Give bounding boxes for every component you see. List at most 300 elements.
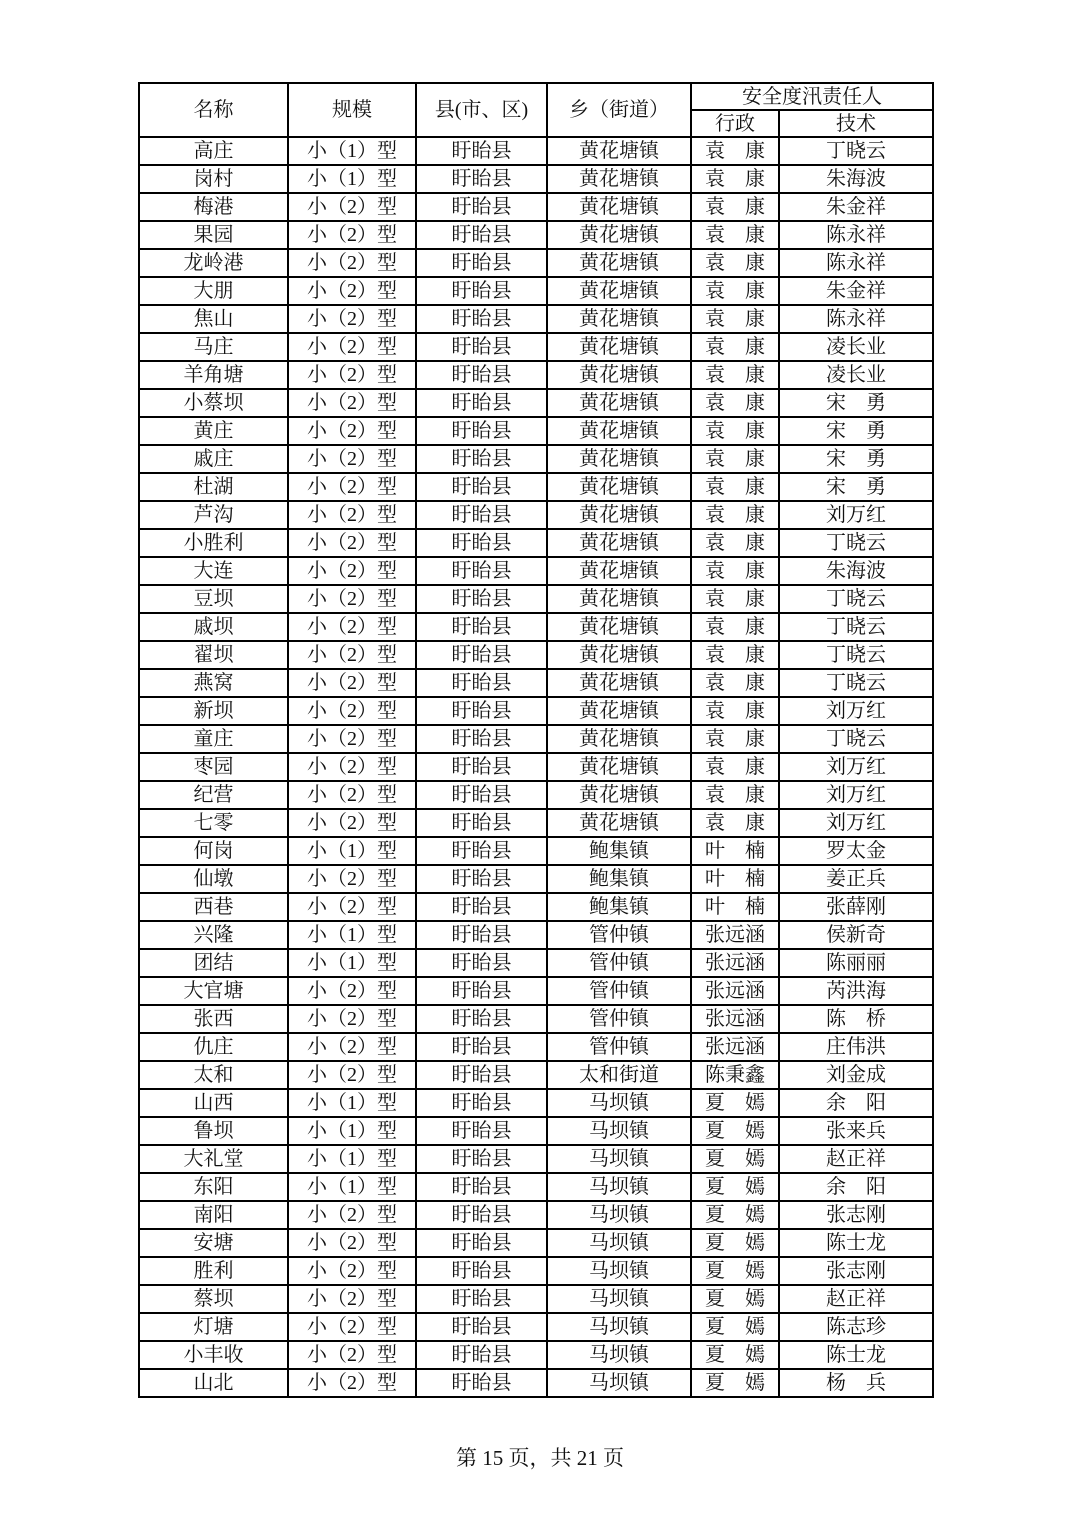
cell-tech: 朱海波 — [779, 165, 933, 193]
table-row — [139, 669, 933, 697]
cell-name: 山北 — [139, 1369, 288, 1397]
cell-tech: 朱金祥 — [779, 193, 933, 221]
cell-name: 小蔡坝 — [139, 389, 288, 417]
cell-name: 岗村 — [139, 165, 288, 193]
table-row — [139, 277, 933, 305]
cell-tech: 张来兵 — [779, 1117, 933, 1145]
cell-admin: 袁 康 — [691, 249, 779, 277]
table-row — [139, 417, 933, 445]
table-row — [139, 249, 933, 277]
cell-admin: 夏 嫣 — [691, 1117, 779, 1145]
cell-name: 黄庄 — [139, 417, 288, 445]
cell-scale: 小（2）型 — [288, 193, 416, 221]
cell-tech: 陈士龙 — [779, 1341, 933, 1369]
cell-name: 杜湖 — [139, 473, 288, 501]
table-row — [139, 1061, 933, 1089]
cell-county: 盱眙县 — [416, 137, 547, 165]
cell-town: 黄花塘镇 — [547, 445, 691, 473]
cell-admin: 张远涵 — [691, 921, 779, 949]
cell-tech: 陈永祥 — [779, 305, 933, 333]
cell-scale: 小（1）型 — [288, 1089, 416, 1117]
cell-town: 黄花塘镇 — [547, 781, 691, 809]
cell-county: 盱眙县 — [416, 977, 547, 1005]
cell-name: 马庄 — [139, 333, 288, 361]
cell-town: 黄花塘镇 — [547, 389, 691, 417]
table-row — [139, 557, 933, 585]
cell-tech: 赵正祥 — [779, 1145, 933, 1173]
cell-scale: 小（1）型 — [288, 949, 416, 977]
cell-town: 马坝镇 — [547, 1257, 691, 1285]
cell-town: 黄花塘镇 — [547, 333, 691, 361]
cell-name: 果园 — [139, 221, 288, 249]
table-row — [139, 361, 933, 389]
table-row — [139, 389, 933, 417]
cell-name: 何岗 — [139, 837, 288, 865]
cell-tech: 刘万红 — [779, 697, 933, 725]
cell-scale: 小（2）型 — [288, 1313, 416, 1341]
cell-name: 新坝 — [139, 697, 288, 725]
cell-scale: 小（1）型 — [288, 137, 416, 165]
table-row — [139, 165, 933, 193]
cell-county: 盱眙县 — [416, 1173, 547, 1201]
cell-scale: 小（2）型 — [288, 781, 416, 809]
cell-county: 盱眙县 — [416, 837, 547, 865]
cell-town: 黄花塘镇 — [547, 501, 691, 529]
cell-county: 盱眙县 — [416, 893, 547, 921]
cell-name: 七零 — [139, 809, 288, 837]
cell-town: 马坝镇 — [547, 1117, 691, 1145]
cell-tech: 丁晓云 — [779, 641, 933, 669]
cell-county: 盱眙县 — [416, 473, 547, 501]
header-county: 县(市、区) — [416, 83, 547, 137]
table-row — [139, 977, 933, 1005]
cell-admin: 袁 康 — [691, 501, 779, 529]
cell-scale: 小（2）型 — [288, 977, 416, 1005]
header-tech: 技术 — [779, 110, 933, 137]
table-row — [139, 193, 933, 221]
cell-admin: 叶 楠 — [691, 837, 779, 865]
cell-town: 黄花塘镇 — [547, 165, 691, 193]
cell-tech: 丁晓云 — [779, 529, 933, 557]
cell-admin: 袁 康 — [691, 333, 779, 361]
cell-name: 山西 — [139, 1089, 288, 1117]
cell-name: 南阳 — [139, 1201, 288, 1229]
cell-name: 戚庄 — [139, 445, 288, 473]
cell-scale: 小（2）型 — [288, 389, 416, 417]
table-row — [139, 865, 933, 893]
cell-county: 盱眙县 — [416, 781, 547, 809]
cell-town: 马坝镇 — [547, 1313, 691, 1341]
cell-town: 管仲镇 — [547, 977, 691, 1005]
cell-scale: 小（1）型 — [288, 1117, 416, 1145]
cell-scale: 小（2）型 — [288, 613, 416, 641]
cell-tech: 陈士龙 — [779, 1229, 933, 1257]
cell-county: 盱眙县 — [416, 865, 547, 893]
cell-county: 盱眙县 — [416, 277, 547, 305]
cell-county: 盱眙县 — [416, 1005, 547, 1033]
cell-admin: 陈秉鑫 — [691, 1061, 779, 1089]
cell-scale: 小（2）型 — [288, 1229, 416, 1257]
cell-admin: 袁 康 — [691, 557, 779, 585]
header-town: 乡（街道） — [547, 83, 691, 137]
cell-admin: 袁 康 — [691, 585, 779, 613]
cell-tech: 姜正兵 — [779, 865, 933, 893]
cell-admin: 夏 嫣 — [691, 1089, 779, 1117]
cell-town: 黄花塘镇 — [547, 753, 691, 781]
cell-scale: 小（1）型 — [288, 1145, 416, 1173]
cell-county: 盱眙县 — [416, 753, 547, 781]
cell-town: 鲍集镇 — [547, 893, 691, 921]
cell-county: 盱眙县 — [416, 1341, 547, 1369]
cell-town: 黄花塘镇 — [547, 697, 691, 725]
cell-tech: 丁晓云 — [779, 725, 933, 753]
table-row — [139, 1369, 933, 1397]
cell-admin: 夏 嫣 — [691, 1145, 779, 1173]
header-name: 名称 — [139, 83, 288, 137]
cell-scale: 小（2）型 — [288, 417, 416, 445]
cell-county: 盱眙县 — [416, 193, 547, 221]
cell-town: 马坝镇 — [547, 1369, 691, 1397]
cell-town: 鲍集镇 — [547, 837, 691, 865]
cell-tech: 陈丽丽 — [779, 949, 933, 977]
cell-admin: 袁 康 — [691, 389, 779, 417]
cell-scale: 小（2）型 — [288, 557, 416, 585]
cell-town: 黄花塘镇 — [547, 669, 691, 697]
cell-tech: 芮洪海 — [779, 977, 933, 1005]
cell-county: 盱眙县 — [416, 613, 547, 641]
cell-admin: 袁 康 — [691, 361, 779, 389]
cell-town: 黄花塘镇 — [547, 557, 691, 585]
cell-admin: 袁 康 — [691, 473, 779, 501]
cell-admin: 夏 嫣 — [691, 1257, 779, 1285]
cell-town: 黄花塘镇 — [547, 473, 691, 501]
cell-name: 梅港 — [139, 193, 288, 221]
cell-tech: 罗太金 — [779, 837, 933, 865]
cell-county: 盱眙县 — [416, 333, 547, 361]
cell-name: 胜利 — [139, 1257, 288, 1285]
cell-admin: 袁 康 — [691, 781, 779, 809]
cell-admin: 袁 康 — [691, 305, 779, 333]
cell-admin: 袁 康 — [691, 417, 779, 445]
table-row — [139, 781, 933, 809]
cell-tech: 宋 勇 — [779, 445, 933, 473]
cell-admin: 袁 康 — [691, 725, 779, 753]
table-row — [139, 949, 933, 977]
cell-admin: 叶 楠 — [691, 893, 779, 921]
table-row — [139, 725, 933, 753]
cell-county: 盱眙县 — [416, 725, 547, 753]
cell-scale: 小（1）型 — [288, 165, 416, 193]
cell-admin: 叶 楠 — [691, 865, 779, 893]
cell-tech: 宋 勇 — [779, 389, 933, 417]
cell-county: 盱眙县 — [416, 641, 547, 669]
cell-name: 鲁坝 — [139, 1117, 288, 1145]
cell-scale: 小（2）型 — [288, 1005, 416, 1033]
cell-county: 盱眙县 — [416, 501, 547, 529]
cell-tech: 张薛刚 — [779, 893, 933, 921]
cell-name: 东阳 — [139, 1173, 288, 1201]
cell-scale: 小（2）型 — [288, 865, 416, 893]
header-scale: 规模 — [288, 83, 416, 137]
cell-admin: 夏 嫣 — [691, 1229, 779, 1257]
cell-tech: 丁晓云 — [779, 585, 933, 613]
table-row — [139, 1285, 933, 1313]
cell-town: 管仲镇 — [547, 1033, 691, 1061]
cell-admin: 夏 嫣 — [691, 1173, 779, 1201]
table-row — [139, 529, 933, 557]
cell-scale: 小（2）型 — [288, 809, 416, 837]
cell-scale: 小（2）型 — [288, 529, 416, 557]
cell-tech: 宋 勇 — [779, 417, 933, 445]
cell-town: 马坝镇 — [547, 1089, 691, 1117]
cell-name: 纪营 — [139, 781, 288, 809]
cell-tech: 张志刚 — [779, 1201, 933, 1229]
cell-admin: 袁 康 — [691, 809, 779, 837]
table-row — [139, 137, 933, 165]
cell-tech: 刘万红 — [779, 781, 933, 809]
cell-name: 大朋 — [139, 277, 288, 305]
cell-admin: 袁 康 — [691, 221, 779, 249]
cell-town: 鲍集镇 — [547, 865, 691, 893]
cell-admin: 袁 康 — [691, 697, 779, 725]
cell-admin: 张远涵 — [691, 949, 779, 977]
cell-scale: 小（2）型 — [288, 669, 416, 697]
cell-name: 仇庄 — [139, 1033, 288, 1061]
cell-scale: 小（2）型 — [288, 333, 416, 361]
cell-county: 盱眙县 — [416, 529, 547, 557]
cell-tech: 陈永祥 — [779, 221, 933, 249]
cell-tech: 朱海波 — [779, 557, 933, 585]
table-row — [139, 445, 933, 473]
cell-tech: 刘万红 — [779, 809, 933, 837]
cell-county: 盱眙县 — [416, 921, 547, 949]
cell-tech: 陈永祥 — [779, 249, 933, 277]
cell-town: 黄花塘镇 — [547, 277, 691, 305]
cell-town: 黄花塘镇 — [547, 193, 691, 221]
cell-tech: 丁晓云 — [779, 613, 933, 641]
cell-name: 羊角塘 — [139, 361, 288, 389]
cell-scale: 小（2）型 — [288, 501, 416, 529]
cell-name: 戚坝 — [139, 613, 288, 641]
table-row — [139, 809, 933, 837]
table-row — [139, 305, 933, 333]
cell-town: 黄花塘镇 — [547, 417, 691, 445]
cell-county: 盱眙县 — [416, 1061, 547, 1089]
header-responsible-group: 安全度汛责任人 — [691, 83, 933, 110]
cell-name: 童庄 — [139, 725, 288, 753]
cell-name: 大礼堂 — [139, 1145, 288, 1173]
cell-name: 灯塘 — [139, 1313, 288, 1341]
cell-scale: 小（2）型 — [288, 753, 416, 781]
cell-town: 黄花塘镇 — [547, 809, 691, 837]
cell-county: 盱眙县 — [416, 1117, 547, 1145]
cell-tech: 陈 桥 — [779, 1005, 933, 1033]
cell-scale: 小（2）型 — [288, 1369, 416, 1397]
table-row — [139, 1005, 933, 1033]
cell-town: 马坝镇 — [547, 1145, 691, 1173]
cell-admin: 张远涵 — [691, 1033, 779, 1061]
cell-scale: 小（2）型 — [288, 1285, 416, 1313]
cell-county: 盱眙县 — [416, 557, 547, 585]
cell-admin: 夏 嫣 — [691, 1201, 779, 1229]
table-row — [139, 893, 933, 921]
cell-admin: 袁 康 — [691, 753, 779, 781]
cell-scale: 小（2）型 — [288, 585, 416, 613]
table-row — [139, 1145, 933, 1173]
table-row — [139, 921, 933, 949]
table-row — [139, 1341, 933, 1369]
cell-county: 盱眙县 — [416, 1201, 547, 1229]
cell-town: 管仲镇 — [547, 1005, 691, 1033]
cell-scale: 小（2）型 — [288, 697, 416, 725]
cell-name: 大官塘 — [139, 977, 288, 1005]
cell-scale: 小（2）型 — [288, 725, 416, 753]
cell-tech: 赵正祥 — [779, 1285, 933, 1313]
cell-admin: 袁 康 — [691, 641, 779, 669]
cell-scale: 小（1）型 — [288, 921, 416, 949]
table-row — [139, 641, 933, 669]
cell-town: 马坝镇 — [547, 1201, 691, 1229]
cell-admin: 袁 康 — [691, 445, 779, 473]
table-row — [139, 585, 933, 613]
cell-admin: 张远涵 — [691, 1005, 779, 1033]
cell-tech: 刘万红 — [779, 501, 933, 529]
cell-name: 仙墩 — [139, 865, 288, 893]
cell-admin: 袁 康 — [691, 613, 779, 641]
cell-admin: 夏 嫣 — [691, 1341, 779, 1369]
cell-scale: 小（2）型 — [288, 1061, 416, 1089]
cell-name: 焦山 — [139, 305, 288, 333]
cell-admin: 袁 康 — [691, 277, 779, 305]
cell-scale: 小（2）型 — [288, 893, 416, 921]
cell-county: 盱眙县 — [416, 1229, 547, 1257]
cell-county: 盱眙县 — [416, 697, 547, 725]
cell-county: 盱眙县 — [416, 165, 547, 193]
table-row — [139, 613, 933, 641]
table-body — [139, 137, 933, 1397]
cell-tech: 凌长业 — [779, 361, 933, 389]
table-row — [139, 221, 933, 249]
cell-county: 盱眙县 — [416, 445, 547, 473]
cell-name: 芦沟 — [139, 501, 288, 529]
cell-name: 小胜利 — [139, 529, 288, 557]
cell-town: 黄花塘镇 — [547, 725, 691, 753]
table-row — [139, 1201, 933, 1229]
cell-tech: 余 阳 — [779, 1173, 933, 1201]
cell-town: 黄花塘镇 — [547, 529, 691, 557]
cell-county: 盱眙县 — [416, 585, 547, 613]
cell-tech: 凌长业 — [779, 333, 933, 361]
cell-admin: 袁 康 — [691, 137, 779, 165]
cell-scale: 小（2）型 — [288, 1257, 416, 1285]
table-row — [139, 1229, 933, 1257]
table-row — [139, 473, 933, 501]
cell-scale: 小（2）型 — [288, 1341, 416, 1369]
table-row — [139, 1173, 933, 1201]
table-header — [139, 83, 933, 137]
cell-scale: 小（2）型 — [288, 221, 416, 249]
cell-tech: 庄伟洪 — [779, 1033, 933, 1061]
cell-town: 黄花塘镇 — [547, 221, 691, 249]
page-number-footer: 第 15 页，共 21 页 — [456, 1446, 624, 1470]
cell-name: 西巷 — [139, 893, 288, 921]
cell-tech: 刘万红 — [779, 753, 933, 781]
cell-admin: 夏 嫣 — [691, 1313, 779, 1341]
cell-county: 盱眙县 — [416, 1033, 547, 1061]
cell-admin: 袁 康 — [691, 669, 779, 697]
cell-name: 兴隆 — [139, 921, 288, 949]
cell-admin: 张远涵 — [691, 977, 779, 1005]
cell-name: 安塘 — [139, 1229, 288, 1257]
cell-county: 盱眙县 — [416, 417, 547, 445]
cell-town: 黄花塘镇 — [547, 613, 691, 641]
cell-scale: 小（2）型 — [288, 473, 416, 501]
table-row — [139, 753, 933, 781]
cell-town: 黄花塘镇 — [547, 641, 691, 669]
cell-town: 黄花塘镇 — [547, 361, 691, 389]
cell-scale: 小（2）型 — [288, 361, 416, 389]
cell-name: 豆坝 — [139, 585, 288, 613]
cell-name: 团结 — [139, 949, 288, 977]
cell-tech: 侯新奇 — [779, 921, 933, 949]
table-row — [139, 697, 933, 725]
cell-county: 盱眙县 — [416, 1089, 547, 1117]
cell-name: 太和 — [139, 1061, 288, 1089]
cell-scale: 小（2）型 — [288, 445, 416, 473]
table-row — [139, 1089, 933, 1117]
cell-admin: 夏 嫣 — [691, 1369, 779, 1397]
cell-scale: 小（2）型 — [288, 641, 416, 669]
cell-tech: 陈志珍 — [779, 1313, 933, 1341]
cell-tech: 张志刚 — [779, 1257, 933, 1285]
cell-county: 盱眙县 — [416, 1257, 547, 1285]
cell-name: 蔡坝 — [139, 1285, 288, 1313]
cell-county: 盱眙县 — [416, 1369, 547, 1397]
cell-scale: 小（1）型 — [288, 837, 416, 865]
cell-county: 盱眙县 — [416, 949, 547, 977]
cell-town: 黄花塘镇 — [547, 305, 691, 333]
cell-name: 翟坝 — [139, 641, 288, 669]
table-row — [139, 333, 933, 361]
cell-county: 盱眙县 — [416, 1145, 547, 1173]
cell-county: 盱眙县 — [416, 221, 547, 249]
header-admin: 行政 — [691, 110, 779, 137]
cell-county: 盱眙县 — [416, 669, 547, 697]
cell-name: 燕窝 — [139, 669, 288, 697]
cell-county: 盱眙县 — [416, 809, 547, 837]
cell-scale: 小（2）型 — [288, 1201, 416, 1229]
cell-town: 管仲镇 — [547, 921, 691, 949]
cell-county: 盱眙县 — [416, 249, 547, 277]
cell-name: 高庄 — [139, 137, 288, 165]
cell-town: 马坝镇 — [547, 1285, 691, 1313]
cell-tech: 刘金成 — [779, 1061, 933, 1089]
cell-name: 枣园 — [139, 753, 288, 781]
reservoir-responsibility-table — [138, 82, 934, 1398]
cell-tech: 朱金祥 — [779, 277, 933, 305]
table-row — [139, 1117, 933, 1145]
cell-scale: 小（2）型 — [288, 249, 416, 277]
cell-admin: 袁 康 — [691, 529, 779, 557]
cell-scale: 小（1）型 — [288, 1173, 416, 1201]
cell-county: 盱眙县 — [416, 1285, 547, 1313]
cell-county: 盱眙县 — [416, 305, 547, 333]
cell-admin: 袁 康 — [691, 165, 779, 193]
cell-county: 盱眙县 — [416, 1313, 547, 1341]
table-row — [139, 1313, 933, 1341]
cell-admin: 夏 嫣 — [691, 1285, 779, 1313]
cell-town: 管仲镇 — [547, 949, 691, 977]
